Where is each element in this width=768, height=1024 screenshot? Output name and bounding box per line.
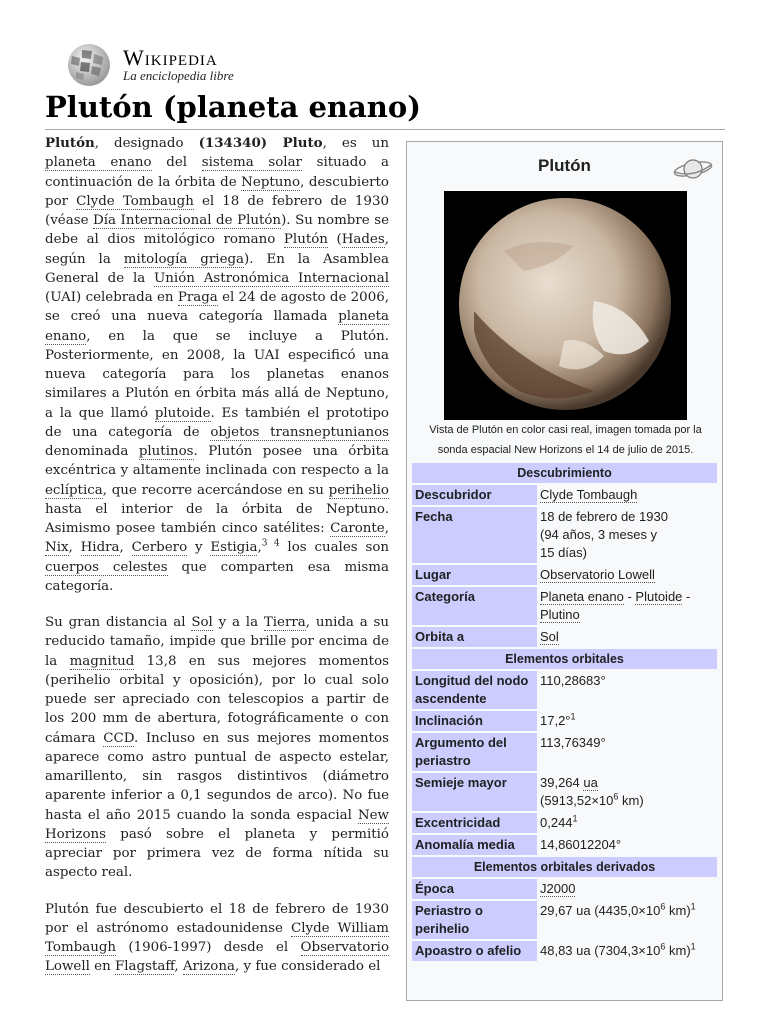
- reference-sup[interactable]: 6: [613, 791, 619, 802]
- text-run: el 24 de agosto de 2006, se creó una nueva categoría llamada: [45, 290, 389, 325]
- infobox-value: [537, 671, 717, 709]
- infobox-label: Periastro o perihelio: [412, 901, 537, 939]
- reference-sup[interactable]: 1: [572, 813, 578, 824]
- wiki-link[interactable]: Caronte: [330, 521, 385, 536]
- wiki-link[interactable]: J2000: [540, 881, 576, 896]
- text-run: que comparten esa misma categoría.: [45, 559, 389, 594]
- infobox-value: [537, 565, 717, 585]
- infobox-value: [537, 941, 717, 961]
- wiki-link[interactable]: planeta enano: [45, 309, 389, 344]
- infobox-row: [412, 711, 717, 731]
- reference-sup[interactable]: 1: [690, 901, 696, 912]
- text-run: 14,86012204°: [540, 837, 622, 852]
- text-run: ,: [384, 521, 389, 536]
- wiki-link[interactable]: Unión Astronómica Internacional: [154, 270, 389, 286]
- wiki-link[interactable]: mitología griega: [123, 251, 245, 267]
- infobox-value: [537, 627, 717, 647]
- wiki-link[interactable]: Plutón: [283, 232, 328, 248]
- wiki-link[interactable]: Praga: [177, 290, 218, 305]
- bold-text: Plutón: [45, 135, 95, 151]
- infobox-row: [412, 507, 717, 563]
- text-run: ,: [257, 540, 262, 556]
- wiki-link[interactable]: Estigia: [210, 540, 258, 556]
- infobox-row: [412, 773, 717, 811]
- text-run: y a la: [212, 615, 264, 630]
- wiki-link[interactable]: magnitud: [69, 653, 135, 669]
- wiki-link[interactable]: Plutino: [540, 607, 580, 622]
- text-run: 113,76349°: [540, 735, 606, 750]
- reference-sup[interactable]: 6: [660, 941, 666, 952]
- text-run: ). Su nombre se debe al dios mitológico romano: [45, 213, 389, 248]
- text-run: , que recorre acercándose en su: [102, 482, 329, 498]
- infobox-value: [537, 835, 717, 855]
- wiki-link[interactable]: Flagstaff: [114, 959, 175, 975]
- text-run: 29,67 ua (4435,0×10: [540, 903, 661, 918]
- infobox-label: Época: [412, 879, 537, 899]
- bold-text: (134340) Pluto: [198, 135, 323, 151]
- wiki-link[interactable]: CCD: [103, 730, 134, 746]
- infobox-label: Argumento del periastro: [412, 733, 537, 771]
- wiki-link[interactable]: Clyde Tombaugh: [76, 193, 194, 209]
- text-run: -: [682, 589, 691, 604]
- wiki-link[interactable]: planeta enano: [45, 155, 152, 171]
- text-run: 18 de febrero de 1930: [540, 509, 668, 524]
- paragraph: [45, 900, 389, 977]
- wiki-link[interactable]: Hidra: [80, 540, 120, 556]
- infobox-value: [537, 711, 717, 731]
- infobox-row: [412, 733, 717, 771]
- wiki-link[interactable]: ua: [583, 775, 598, 790]
- text-run: (1906-1997) desde el: [116, 940, 301, 955]
- infobox-row: [412, 671, 717, 709]
- text-run: . Plutón posee una órbita excéntrica y altamente inclinada con respecto a la: [45, 444, 389, 479]
- wiki-link[interactable]: Hades: [341, 232, 385, 248]
- text-run: en: [89, 959, 115, 975]
- text-run: , designado: [94, 136, 199, 151]
- text-run: denominada: [45, 444, 139, 459]
- wiki-link[interactable]: Clyde William Tombaugh: [45, 920, 390, 955]
- text-run: (5913,52×10: [540, 793, 614, 808]
- wiki-link[interactable]: perihelio: [328, 482, 389, 498]
- wiki-link[interactable]: Planeta enano: [540, 589, 624, 604]
- text-run: ,: [174, 959, 183, 975]
- text-run: pasó sobre el planeta y permitió apreciar por primera vez de forma nítida su aspecto real.: [45, 826, 389, 881]
- infobox-label: Lugar: [412, 565, 537, 585]
- wiki-link[interactable]: Plutoide: [635, 589, 683, 604]
- text-run: . Es también el prototipo de una categoría de: [45, 405, 389, 440]
- infobox-row: [412, 485, 717, 505]
- infobox-label: Anomalía media: [412, 835, 537, 855]
- text-run: 0,244: [540, 815, 573, 830]
- infobox-table: [412, 461, 717, 963]
- infobox-label: Longitud del nodo ascendente: [412, 671, 537, 709]
- wiki-link[interactable]: plutinos: [138, 444, 194, 459]
- text-run: Vista de Plutón en color casi real, imagen tomada por la sonda espacial: [429, 424, 702, 456]
- text-run: hasta el interior de la órbita de Neptuno. Asimismo posee también cinco satélites:: [45, 501, 389, 536]
- text-run: situado a continuación de la órbita de: [45, 155, 390, 190]
- infobox-value: [537, 879, 717, 899]
- reference-sup[interactable]: 3 4: [261, 538, 280, 549]
- text-run: ,: [68, 540, 81, 556]
- text-run: , es un: [322, 136, 389, 151]
- text-run: 13,8 en sus mejores momentos (perihelio orbital y oposición), por lo cual solo puede ser apreciado con telescopios a partir de los 200 mm de abertura, fotográficamente o con cámara: [45, 653, 389, 746]
- infobox-label: Categoría: [412, 587, 537, 625]
- infobox-label: Fecha: [412, 507, 537, 563]
- wiki-link[interactable]: New Horizons: [514, 444, 583, 456]
- text-run: y: [187, 540, 211, 556]
- infobox-value: [537, 485, 717, 505]
- infobox-label: Apoastro o afelio: [412, 941, 537, 961]
- wiki-link[interactable]: objetos transneptunianos: [210, 424, 389, 440]
- wiki-link[interactable]: Observatorio Lowell: [540, 567, 655, 582]
- infobox-section-header: [412, 857, 717, 877]
- infobox-value: [537, 587, 717, 625]
- text-run: Su gran distancia al: [45, 615, 192, 630]
- wiki-link[interactable]: sistema solar: [201, 155, 302, 171]
- reference-sup[interactable]: 6: [660, 901, 666, 912]
- text-run: el 18 de febrero de 1930 (véase: [45, 193, 389, 228]
- wiki-link[interactable]: New Horizons: [45, 807, 389, 842]
- text-run: 110,28683°: [540, 673, 606, 688]
- wikipedia-globe-logo[interactable]: [62, 42, 116, 88]
- text-run: (UAI) celebrada en: [45, 290, 178, 305]
- text-run: el 14 de julio de 2015.: [582, 444, 694, 456]
- wiki-link[interactable]: Cerbero: [131, 540, 188, 556]
- wiki-link[interactable]: Nix: [45, 540, 69, 556]
- infobox-row: [412, 835, 717, 855]
- text-run: , en la que se incluye a Plutón. Posteriormente, en 2008, la UAI especificó una nueva categoría para los planetas enanos similares a Plutón en órbita más allá de Neptuno, a la que llamó: [45, 328, 389, 421]
- section-title: Elementos orbitales derivados: [412, 857, 717, 877]
- infobox-title: Plutón: [538, 156, 591, 175]
- text-run: -: [623, 589, 636, 604]
- wiki-link[interactable]: Observatorio Lowell: [45, 940, 389, 975]
- paragraph: [45, 134, 389, 596]
- text-run: (: [327, 232, 342, 248]
- text-run: Plutón fue descubierto el 18 de febrero de 1930 por el astrónomo estadounidense: [45, 901, 389, 936]
- infobox: [406, 141, 723, 1001]
- wiki-link[interactable]: Arizona: [182, 959, 235, 975]
- text-run: 15 días): [540, 545, 587, 560]
- section-title: Elementos orbitales: [412, 649, 717, 669]
- text-run: 39,264: [540, 775, 584, 790]
- wiki-link[interactable]: Clyde Tombaugh: [540, 487, 638, 502]
- infobox-label: Inclinación: [412, 711, 537, 731]
- text-run: km): [665, 943, 691, 958]
- pluto-image[interactable]: [444, 191, 687, 420]
- reference-sup[interactable]: 1: [570, 711, 576, 722]
- infobox-value: [537, 813, 717, 833]
- wiki-link[interactable]: plutoide: [154, 405, 211, 421]
- wiki-link[interactable]: cuerpos celestes: [45, 559, 168, 575]
- infobox-caption: [417, 420, 714, 460]
- text-run: del: [151, 155, 202, 171]
- wiki-link[interactable]: Sol: [540, 629, 559, 644]
- wiki-link[interactable]: eclíptica: [45, 482, 103, 498]
- text-run: km): [665, 903, 691, 918]
- text-run: 48,83 ua (7304,3×10: [540, 943, 661, 958]
- section-title: Descubrimiento: [412, 463, 717, 483]
- wiki-link[interactable]: Día Internacional de Plutón: [93, 213, 282, 228]
- infobox-row: [412, 941, 717, 961]
- infobox-row: [412, 879, 717, 899]
- infobox-label: Semieje mayor: [412, 773, 537, 811]
- paragraph: [45, 613, 389, 883]
- text-run: ,: [119, 540, 132, 556]
- infobox-value: [537, 507, 717, 563]
- infobox-row: [412, 901, 717, 939]
- infobox-section-header: [412, 463, 717, 483]
- wikipedia-wordmark[interactable]: Wikipedia: [123, 45, 218, 70]
- text-run: (94 años, 3 meses y: [540, 527, 658, 542]
- text-run: ). En la Asamblea General de la: [45, 251, 389, 286]
- text-run: 17,2°: [540, 713, 571, 728]
- text-run: . Incluso en sus mejores momentos aparece como astro puntual de aspecto estelar, amarillento, sin rasgos distintivos (diámetro aparente inferior a 0,1 segundos de arco). No fue hasta el año 2015 cuando la sonda espacial: [45, 730, 389, 823]
- wiki-link[interactable]: Sol: [191, 615, 213, 630]
- text-run: , y fue considerado el: [234, 959, 381, 975]
- wiki-link[interactable]: Neptuno: [241, 174, 301, 190]
- text-run: km): [618, 793, 644, 808]
- infobox-label: Orbita a: [412, 627, 537, 647]
- infobox-row: [412, 627, 717, 647]
- infobox-row: [412, 813, 717, 833]
- infobox-value: [537, 773, 717, 811]
- infobox-value: [537, 733, 717, 771]
- reference-sup[interactable]: 1: [690, 941, 696, 952]
- infobox-label: Excentricidad: [412, 813, 537, 833]
- text-run: , unida a su reducido tamaño, impide que brille por encima de la: [45, 615, 389, 669]
- wikipedia-tagline: La enciclopedia libre: [123, 68, 234, 83]
- text-run: , según la: [45, 232, 389, 267]
- text-run: los cuales son: [279, 540, 390, 556]
- infobox-label: Descubridor: [412, 485, 537, 505]
- infobox-row: [412, 565, 717, 585]
- infobox-section-header: [412, 649, 717, 669]
- article-body: [45, 134, 389, 994]
- text-run: , descubierto por: [45, 174, 389, 209]
- planet-icon: [672, 152, 714, 186]
- infobox-row: [412, 587, 717, 625]
- infobox-value: [537, 901, 717, 939]
- wiki-link[interactable]: Tierra: [263, 615, 306, 630]
- page-title: Plutón (planeta enano): [45, 88, 725, 130]
